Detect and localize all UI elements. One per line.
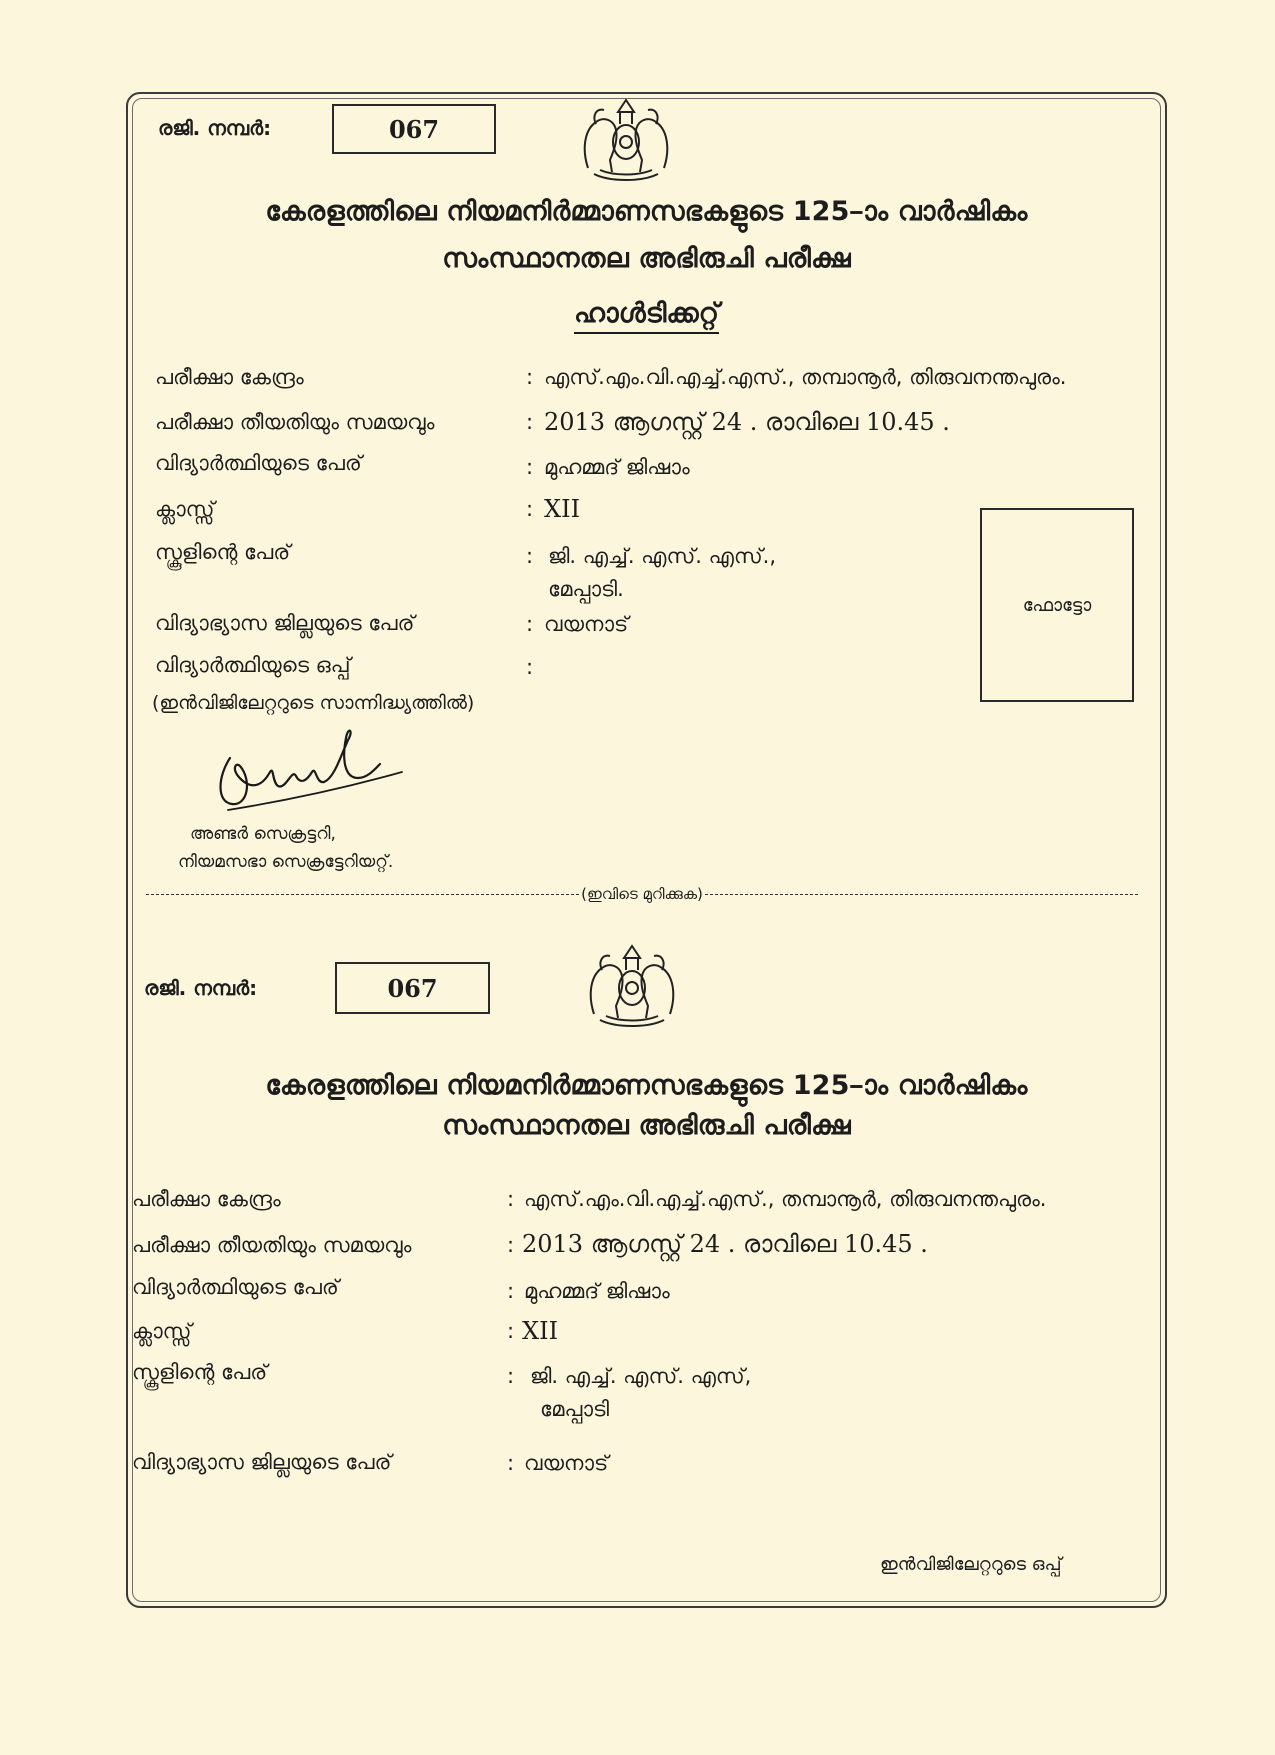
exam-centre-value: എസ്.എം.വി.എച്ച്.എസ്., തമ്പാനൂർ, തിരുവനന്തപുരം. xyxy=(544,365,1067,389)
colon: : xyxy=(507,1364,515,1388)
school-name-value: ജി. എച്ച്. എസ്. എസ്., xyxy=(548,544,777,568)
school-place-value: മേപ്പാടി xyxy=(540,1397,610,1421)
class-label: ക്ലാസ്സ് xyxy=(155,497,215,521)
exam-datetime-value: 2013 ആഗസ്റ്റ് 24 . രാവിലെ 10.45 . xyxy=(544,408,950,436)
colon: : xyxy=(526,544,534,568)
exam-centre-label: പരീക്ഷാ കേന്ദ്രം xyxy=(132,1187,281,1211)
signatory-designation: അണ്ടർ സെക്രട്ടറി, xyxy=(190,824,336,844)
edu-district-value: വയനാട് xyxy=(524,1451,609,1475)
cut-line xyxy=(146,884,1138,904)
title-line-1: കേരളത്തിലെ നിയമനിർമ്മാണസഭകളുടെ 125–ാം വാർഷികം xyxy=(265,196,1028,227)
student-signature-label: വിദ്യാർത്ഥിയുടെ ഒപ്പ് xyxy=(155,653,351,677)
reg-label: രജി. നമ്പർ: xyxy=(144,976,258,1000)
reg-number-box: 067 xyxy=(335,962,490,1014)
colon: : xyxy=(526,455,534,479)
school-name-label: സ്കൂളിന്റെ പേര് xyxy=(155,540,291,564)
invigilator-presence-note: (ഇൻവിജിലേറ്ററുടെ സാന്നിദ്ധ്യത്തിൽ) xyxy=(152,692,475,714)
school-name-value: ജി. എച്ച്. എസ്. എസ്, xyxy=(530,1364,752,1388)
title-line-1: കേരളത്തിലെ നിയമനിർമ്മാണസഭകളുടെ 125–ാം വാർഷികം xyxy=(265,1070,1028,1101)
cut-here-label: (ഇവിടെ മുറിക്കുക) xyxy=(581,885,703,903)
edu-district-label: വിദ്യാഭ്യാസ ജില്ലയുടെ പേര് xyxy=(132,1450,392,1474)
kerala-emblem-icon xyxy=(574,90,678,186)
colon: : xyxy=(526,612,534,636)
colon: : xyxy=(526,497,534,521)
student-name-label: വിദ്യാർത്ഥിയുടെ പേര് xyxy=(155,451,362,475)
class-label: ക്ലാസ്സ് xyxy=(132,1319,192,1343)
cut-dash-right xyxy=(705,894,1138,895)
school-name-label: സ്കൂളിന്റെ പേര് xyxy=(132,1360,268,1384)
colon: : xyxy=(507,1187,515,1211)
colon: : xyxy=(526,655,534,679)
exam-datetime-label: പരീക്ഷാ തീയതിയും സമയവും xyxy=(155,410,435,434)
student-name-value: മുഹമ്മദ് ജിഷാം xyxy=(544,455,690,479)
title-line-2: സംസ്ഥാനതല അഭിരുചി പരീക്ഷ xyxy=(442,243,851,274)
invigilator-signature-label: ഇൻവിജിലേറ്ററുടെ ഒപ്പ് xyxy=(880,1554,1062,1575)
exam-datetime-label: പരീക്ഷാ തീയതിയും സമയവും xyxy=(132,1233,412,1257)
hall-ticket-label: ഹാൾടിക്കറ്റ് xyxy=(574,298,719,334)
class-value: XII xyxy=(544,495,581,523)
reg-label: രജി. നമ്പർ: xyxy=(158,116,272,140)
photo-box xyxy=(980,508,1134,702)
reg-number-box: 067 xyxy=(332,104,496,154)
student-name-label: വിദ്യാർത്ഥിയുടെ പേര് xyxy=(132,1275,339,1299)
edu-district-label: വിദ്യാഭ്യാസ ജില്ലയുടെ പേര് xyxy=(155,611,415,635)
kerala-emblem-icon xyxy=(580,936,684,1032)
colon: : xyxy=(526,365,534,389)
edu-district-value: വയനാട് xyxy=(544,612,629,636)
exam-centre-value: എസ്.എം.വി.എച്ച്.എസ്., തമ്പാനൂർ, തിരുവനന്തപുരം. xyxy=(524,1187,1047,1211)
exam-centre-label: പരീക്ഷാ കേന്ദ്രം xyxy=(155,365,304,389)
colon: : xyxy=(507,1279,515,1303)
school-place-value: മേപ്പാടി. xyxy=(548,577,624,601)
cut-dash-left xyxy=(146,894,579,895)
exam-datetime-value: 2013 ആഗസ്റ്റ് 24 . രാവിലെ 10.45 . xyxy=(522,1230,928,1258)
photo-label: ഫോട്ടോ xyxy=(1022,594,1092,616)
student-name-value: മുഹമ്മദ് ജിഷാം xyxy=(524,1279,670,1303)
colon: : xyxy=(507,1319,515,1343)
title-line-2: സംസ്ഥാനതല അഭിരുചി പരീക്ഷ xyxy=(442,1110,851,1141)
signatory-office: നിയമസഭാ സെക്രട്ടേറിയറ്റ്. xyxy=(178,852,394,872)
colon: : xyxy=(507,1451,515,1475)
colon: : xyxy=(507,1233,515,1257)
signature-icon xyxy=(208,716,408,818)
class-value: XII xyxy=(522,1317,559,1345)
hall-ticket-heading xyxy=(126,298,1167,330)
colon: : xyxy=(526,410,534,434)
